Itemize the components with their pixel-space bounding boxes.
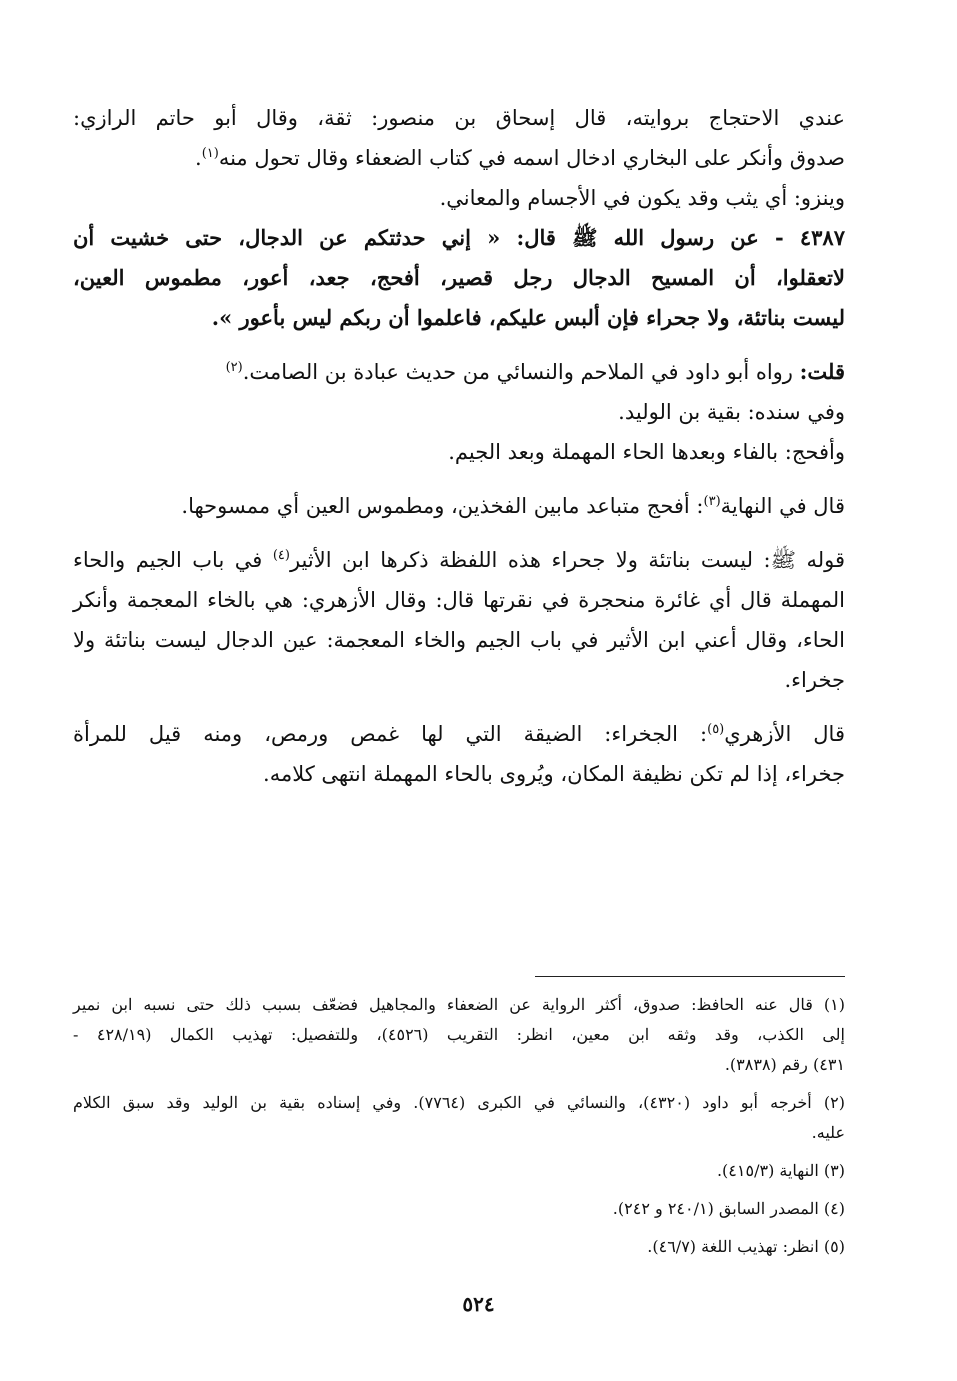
- paragraph-gap: [73, 526, 845, 540]
- text-span: .: [195, 146, 202, 170]
- text-line: [73, 580, 845, 620]
- footnote-ref[interactable]: (٤): [272, 548, 290, 563]
- text-line: [73, 392, 845, 432]
- hadith-line: [73, 258, 845, 298]
- text-span: عندي الاحتجاج بروايته، قال إسحاق بن منصور: ثقة، وقال أبو حاتم الرازي:: [73, 106, 845, 130]
- footnote-line: [73, 1088, 845, 1118]
- text-line: [73, 754, 845, 794]
- footnote-gap: [73, 1080, 845, 1088]
- hadith-line: [73, 298, 845, 338]
- footnote-line: [73, 1050, 845, 1080]
- afhaj-label: وأفحج:: [784, 440, 845, 464]
- text-span: بالفاء وبعدها الحاء المهملة وبعد الجيم.: [448, 440, 785, 464]
- hadith-text: ليست بناتئة، ولا جحراء فإن ألبس عليكم، فاعلموا أن ربكم ليس بأعور ».: [211, 305, 845, 330]
- text-line: [73, 432, 845, 472]
- text-line: [73, 486, 845, 526]
- footnote-text: ٤٣١) رقم (٣٨٣٨).: [724, 1055, 845, 1074]
- footnote-line: [73, 1232, 845, 1262]
- footnote-ref[interactable]: (٢): [225, 360, 243, 375]
- footnote-line: [73, 1118, 845, 1148]
- text-span: قال في النهاية: [720, 494, 845, 518]
- footnote-divider: [535, 976, 845, 977]
- text-span: رواه أبو داود في الملاحم والنسائي من حديث عبادة بن الصامت.: [242, 360, 800, 384]
- text-line: [73, 620, 845, 660]
- footnote-text: (٤) المصدر السابق (٢٤٠/١ و ٢٤٢).: [612, 1199, 845, 1218]
- text-span: المهملة قال أي غائرة منحجرة في نقرتها قال: وقال الأزهري: هي بالخاء المعجمة وأنكر: [73, 588, 845, 612]
- footnote-gap: [73, 1224, 845, 1232]
- text-line: [73, 178, 845, 218]
- text-span: في باب الجيم والحاء: [73, 548, 273, 572]
- footnote-text: إلى الكذب، وقد وثقه ابن معين، انظر: التقريب (٤٥٢٦)، وللتفصيل: تهذيب الكمال (٤٢٨/١٩ -: [73, 1025, 845, 1044]
- footnote-line: [73, 990, 845, 1020]
- footnote-ref[interactable]: (١): [201, 146, 219, 161]
- hadith-text: ٤٣٨٧ - عن رسول الله ﷺ قال: « إني حدثتكم عن الدجال، حتى خشيت أن: [73, 225, 845, 250]
- footnote-text: عليه.: [811, 1123, 845, 1142]
- footnote-ref[interactable]: (٥): [707, 722, 725, 737]
- main-text: [73, 98, 845, 794]
- paragraph-gap: [73, 338, 845, 352]
- footnote-text: (٣) النهاية (٤١٥/٣).: [716, 1161, 845, 1180]
- text-span: وينزو: أي يثب وقد يكون في الأجسام والمعاني.: [439, 186, 845, 210]
- text-span: جخراء، إذا لم تكن نظيفة المكان، ويُروى بالحاء المهملة انتهى كلامه.: [263, 762, 845, 786]
- footnote-line: [73, 1020, 845, 1050]
- paragraph-gap: [73, 472, 845, 486]
- text-span: : الجخراء: الضيقة التي لها غمص ورمص، ومنه قيل للمرأة: [73, 722, 708, 746]
- footnote-text: (١) قال عنه الحافظ: صدوق، أكثر الرواية عن الضعفاء والمجاهيل فضعّف بسبب ذلك حتى نسبه ابن نمير: [73, 995, 845, 1014]
- text-line: [73, 714, 845, 754]
- text-line: [73, 98, 845, 138]
- footnote-gap: [73, 1148, 845, 1156]
- text-span: وفي سنده: بقية بن الوليد.: [618, 400, 845, 424]
- footnote-line: [73, 1194, 845, 1224]
- text-span: قال الأزهري: [724, 722, 845, 746]
- text-line: [73, 352, 845, 392]
- footnote-line: [73, 1156, 845, 1186]
- qult-label: قلت:: [799, 359, 845, 384]
- text-line: [73, 540, 845, 580]
- text-span: : أفحج متباعد مابين الفخذين، ومطموس العين أي ممسوحها.: [181, 494, 704, 518]
- text-line: [73, 138, 845, 178]
- hadith-text: لاتعقلوا، أن المسيح الدجال رجل قصير، أفحج، جعد، أعور، مطموس العين،: [73, 265, 845, 290]
- text-span: الحاء، وقال أعني ابن الأثير في باب الجيم والخاء المعجمة: عين الدجال ليست بناتئة ولا: [73, 628, 845, 652]
- hadith-line: [73, 218, 845, 258]
- text-span: جخراء.: [784, 668, 845, 692]
- page-number: ٥٢٤: [462, 1292, 495, 1316]
- footnote-text: (٢) أخرجه أبو داود (٤٣٢٠)، والنسائي في الكبرى (٧٧٦٤). وفي إسناده بقية بن الوليد وقد سبق الكلام: [73, 1093, 846, 1112]
- footnote-text: (٥) انظر: تهذيب اللغة (٤٦/٧).: [647, 1237, 845, 1256]
- footnote-ref[interactable]: (٣): [703, 494, 721, 509]
- paragraph-gap: [73, 700, 845, 714]
- footnote-gap: [73, 1186, 845, 1194]
- footnotes: [73, 990, 845, 1262]
- text-span: قوله ﷺ: ليست بناتئة ولا جحراء هذه اللفظة ذكرها ابن الأثير: [289, 548, 845, 572]
- text-line: [73, 660, 845, 700]
- text-span: صدوق وأنكر على البخاري ادخال اسمه في كتاب الضعفاء وقال تحول منه: [218, 146, 845, 170]
